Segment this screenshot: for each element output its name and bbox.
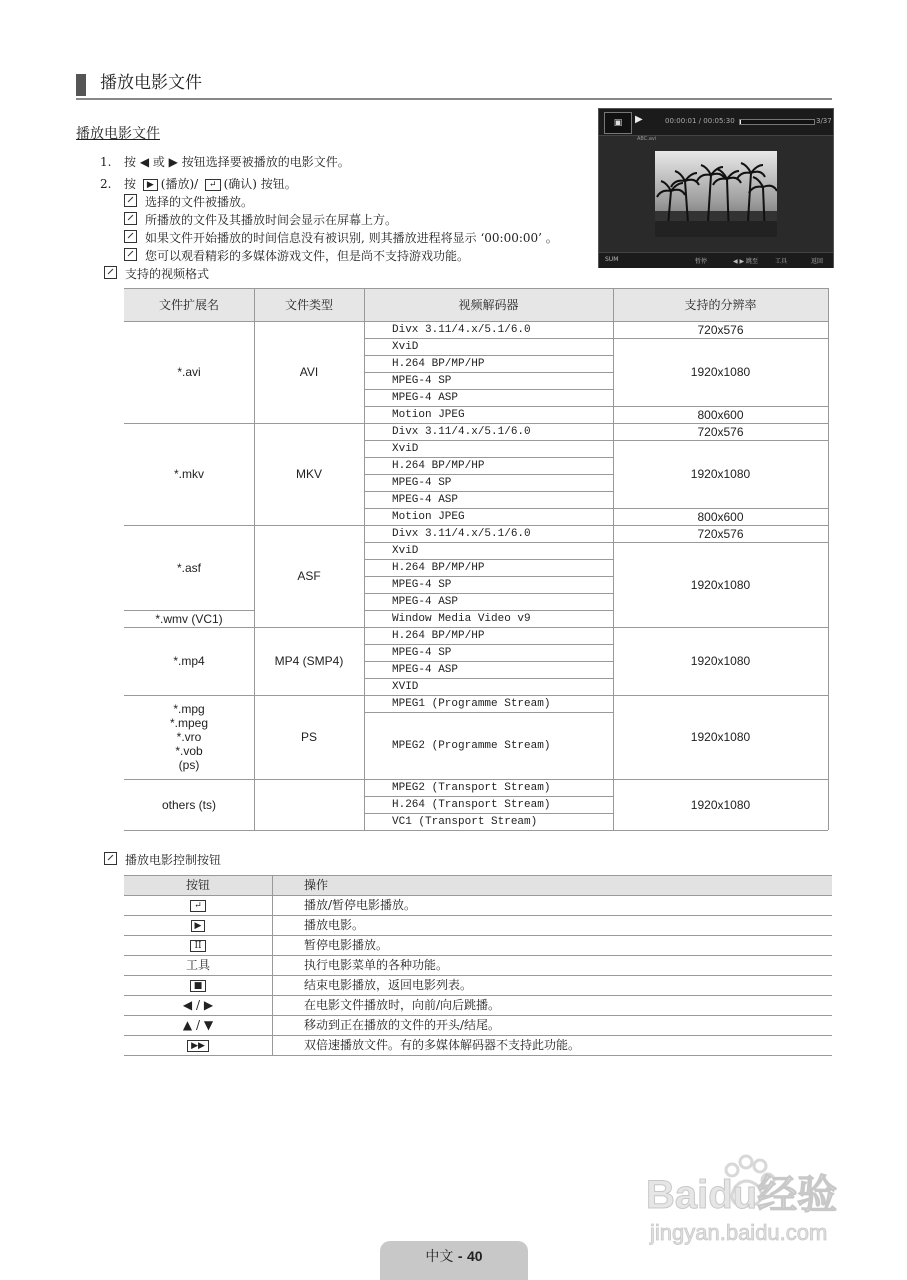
video-codec: Motion JPEG: [392, 408, 465, 421]
table-rule: [364, 712, 613, 713]
footer-lang: 中文: [425, 1249, 454, 1265]
header-action: 操作: [304, 878, 329, 892]
table-rule: [364, 779, 613, 780]
table-rule: [613, 440, 828, 441]
control-row: [124, 916, 832, 936]
table-rule: [613, 525, 828, 526]
video-codec: XviD: [392, 340, 419, 353]
tv-return-hint: 返回: [811, 258, 824, 265]
step-2: 2. 按 ▶ (播放)/ ↵ (确认) 按钮。: [100, 177, 297, 191]
video-codec: MPEG-4 SP: [392, 476, 452, 489]
tv-jump-hint: ◀ ▶ 跳至: [733, 258, 759, 265]
video-codec: XviD: [392, 544, 419, 557]
table-rule: [254, 627, 364, 628]
table-rule: [613, 627, 828, 628]
control-note: 播放电影控制按钮: [104, 851, 221, 868]
table-rule: [364, 813, 613, 814]
table-rule: [124, 525, 254, 526]
resolution: 1920x1080: [690, 467, 751, 481]
table-rule: [364, 644, 613, 645]
footer-sep: -: [457, 1248, 463, 1264]
formats-note: 支持的视频格式: [104, 265, 209, 282]
table-rule: [364, 372, 613, 373]
control-action: 播放电影。: [304, 918, 365, 932]
resolution: 720x576: [697, 424, 744, 439]
table-rule: [613, 779, 828, 780]
control-row: [124, 956, 832, 976]
play-button-icon: ▶: [143, 179, 158, 191]
table-rule: [364, 338, 613, 339]
note-icon: [104, 852, 117, 865]
video-codec: MPEG-4 ASP: [392, 595, 459, 608]
control-row: [124, 1036, 832, 1056]
note-icon: [124, 248, 137, 261]
table-rule: [364, 627, 613, 628]
watermark-brand: Baidu经验: [646, 1173, 838, 1217]
video-codec: Divx 3.11/4.x/5.1/6.0: [392, 425, 531, 438]
control-action: 执行电影菜单的各种功能。: [304, 958, 449, 972]
note-2: 所播放的文件及其播放时间会显示在屏幕上方。: [124, 211, 397, 228]
resolution: 1920x1080: [690, 577, 751, 592]
video-codec: Motion JPEG: [392, 510, 465, 523]
enter-button-icon: ↵: [205, 179, 221, 191]
video-codec: MPEG-4 ASP: [392, 663, 459, 676]
file-extension: *.mkv: [174, 467, 204, 481]
tv-pause-hint: 暂停: [695, 258, 708, 265]
control-row: [124, 896, 832, 916]
control-action: 播放/暂停电影播放。: [304, 898, 417, 912]
control-row: [124, 1016, 832, 1036]
table-rule: [613, 406, 828, 407]
format-table: [124, 288, 828, 836]
table-rule: [364, 610, 613, 611]
table-rule: [364, 796, 613, 797]
page-number-tab: [380, 1241, 528, 1280]
table-rule: [364, 355, 613, 356]
header-filename-ext: 文件扩展名: [124, 288, 254, 321]
control-table-header: [124, 875, 832, 896]
video-codec: XviD: [392, 442, 419, 455]
control-action: 双倍速播放文件。有的多媒体解码器不支持此功能。: [304, 1038, 581, 1052]
video-codec: MPEG-4 SP: [392, 646, 452, 659]
table-rule: [364, 423, 613, 424]
table-rule: [364, 661, 613, 662]
table-rule: [613, 542, 828, 543]
video-codec: VC1 (Transport Stream): [392, 815, 538, 828]
note-icon: [124, 194, 137, 207]
file-type: ASF: [297, 569, 321, 583]
control-action: 暂停电影播放。: [304, 938, 389, 952]
table-rule: [254, 695, 364, 696]
tv-count: 3/37: [816, 117, 832, 125]
video-codec: XVID: [392, 680, 419, 693]
resolution: 1920x1080: [690, 730, 751, 744]
video-codec: Divx 3.11/4.x/5.1/6.0: [392, 323, 531, 336]
table-rule: [364, 593, 613, 594]
table-rule: [364, 440, 613, 441]
section-title-bar: [76, 72, 832, 100]
table-rule: [613, 338, 828, 339]
video-codec: H.264 BP/MP/HP: [392, 459, 485, 472]
table-rule: [613, 288, 614, 830]
file-type: [254, 779, 364, 830]
movie-icon: ▣: [604, 112, 632, 134]
note-icon: [124, 230, 137, 243]
tv-bottom-bar: [599, 252, 833, 268]
tv-progress-fill: [740, 120, 741, 124]
baidu-watermark: [640, 1150, 860, 1250]
play-button-icon: ▶: [124, 916, 273, 935]
control-action: 结束电影播放，返回电影列表。: [304, 978, 473, 992]
watermark-url: jingyan.baidu.com: [650, 1220, 828, 1245]
tv-time: 00:00:01 / 00:05:30: [665, 117, 735, 125]
pause-button-icon: II: [124, 936, 273, 955]
table-rule: [364, 678, 613, 679]
tools-button-label: 工具: [124, 956, 273, 975]
enter-button-icon: ↵: [124, 896, 273, 915]
file-extension: others (ts): [161, 797, 216, 812]
file-type: AVI: [299, 365, 319, 379]
video-codec: Divx 3.11/4.x/5.1/6.0: [392, 527, 531, 540]
resolution: 1920x1080: [690, 797, 751, 812]
control-table: [124, 875, 832, 1056]
step-1: 1. 按 ◀ 或 ▶ 按钮选择要被播放的电影文件。: [100, 155, 350, 169]
video-codec: MPEG2 (Programme Stream): [392, 739, 551, 752]
table-rule: [828, 288, 829, 830]
video-codec: H.264 (Transport Stream): [392, 798, 551, 811]
tv-bottom-left: SUM: [605, 256, 619, 263]
section-title: 播放电影文件: [100, 73, 202, 93]
table-rule: [613, 508, 828, 509]
video-codec: MPEG-4 SP: [392, 374, 452, 387]
note-3: 如果文件开始播放的时间信息没有被识别, 则其播放进程将显示 ‘00:00:00’ 。: [124, 229, 558, 246]
header-resolution: 支持的分辨率: [613, 288, 828, 321]
note-1: 选择的文件被播放。: [124, 193, 253, 210]
tv-screenshot: [598, 108, 834, 268]
tv-top-bar: [599, 109, 833, 136]
video-codec: MPEG2 (Transport Stream): [392, 781, 551, 794]
page-number: 40: [467, 1248, 483, 1264]
table-rule: [364, 491, 613, 492]
video-codec: H.264 BP/MP/HP: [392, 357, 485, 370]
video-codec: MPEG-4 ASP: [392, 493, 459, 506]
table-rule: [613, 830, 828, 831]
table-rule: [364, 457, 613, 458]
file-extension: *.mpg *.mpeg *.vro *.vob (ps): [169, 702, 209, 772]
resolution: 720x576: [697, 322, 744, 337]
file-extension: *.wmv (VC1): [155, 611, 223, 626]
tv-progress-bar: [739, 119, 815, 125]
resolution: 720x576: [697, 526, 744, 541]
control-action: 在电影文件播放时，向前/向后跳播。: [304, 998, 501, 1012]
video-codec: MPEG-4 SP: [392, 578, 452, 591]
table-rule: [364, 406, 613, 407]
table-rule: [364, 508, 613, 509]
table-rule: [254, 830, 364, 831]
table-rule: [124, 321, 828, 322]
table-rule: [124, 627, 254, 628]
file-type: MKV: [295, 467, 322, 481]
table-rule: [613, 695, 828, 696]
note-icon: [124, 212, 137, 225]
resolution: 1920x1080: [690, 365, 751, 379]
table-rule: [254, 525, 364, 526]
table-rule: [124, 695, 254, 696]
table-rule: [364, 525, 613, 526]
table-rule: [364, 389, 613, 390]
palm-tree-image: [655, 151, 777, 237]
table-rule: [124, 610, 254, 611]
video-codec: Window Media Video v9: [392, 612, 531, 625]
file-type: PS: [300, 730, 317, 744]
stop-button-icon: ■: [124, 976, 273, 995]
table-rule: [254, 423, 364, 424]
note-4: 您可以观看精彩的多媒体游戏文件，但是尚不支持游戏功能。: [124, 247, 469, 264]
up-down-arrows-icon: ▲ / ▼: [124, 1016, 273, 1035]
control-action: 移动到正在播放的文件的开头/结尾。: [304, 1018, 501, 1032]
table-rule: [364, 576, 613, 577]
file-type: MP4 (SMP4): [274, 654, 344, 668]
video-codec: H.264 BP/MP/HP: [392, 629, 485, 642]
table-rule: [254, 288, 255, 830]
header-button: 按钮: [124, 876, 273, 895]
video-codec: MPEG1 (Programme Stream): [392, 697, 551, 710]
table-rule: [124, 779, 254, 780]
table-rule: [613, 423, 828, 424]
resolution: 1920x1080: [690, 654, 751, 668]
file-extension: *.mp4: [173, 654, 205, 668]
table-rule: [364, 695, 613, 696]
table-rule: [124, 423, 254, 424]
table-rule: [364, 542, 613, 543]
control-row: [124, 976, 832, 996]
note-icon: [104, 266, 117, 279]
play-status-icon: ▶: [635, 114, 643, 125]
table-rule: [254, 779, 364, 780]
video-codec: H.264 BP/MP/HP: [392, 561, 485, 574]
table-rule: [124, 830, 254, 831]
control-row: [124, 936, 832, 956]
header-file-type: 文件类型: [254, 288, 364, 321]
section-marker: [76, 74, 86, 96]
subsection-title: 播放电影文件: [76, 126, 160, 142]
table-rule: [124, 288, 828, 289]
table-rule: [364, 559, 613, 560]
video-codec: MPEG-4 ASP: [392, 391, 459, 404]
tv-tools-hint: 工具: [775, 258, 788, 265]
table-rule: [364, 474, 613, 475]
header-video-codec: 视频解码器: [364, 288, 613, 321]
file-extension: *.avi: [177, 365, 201, 379]
left-right-arrows-icon: ◀ / ▶: [124, 996, 273, 1015]
tv-filename: ABC.avi: [637, 136, 657, 142]
resolution: 800x600: [697, 407, 744, 422]
file-extension: *.asf: [176, 560, 201, 575]
fast-forward-button-icon: ▶▶: [124, 1036, 273, 1055]
control-row: [124, 996, 832, 1016]
resolution: 800x600: [697, 509, 744, 524]
